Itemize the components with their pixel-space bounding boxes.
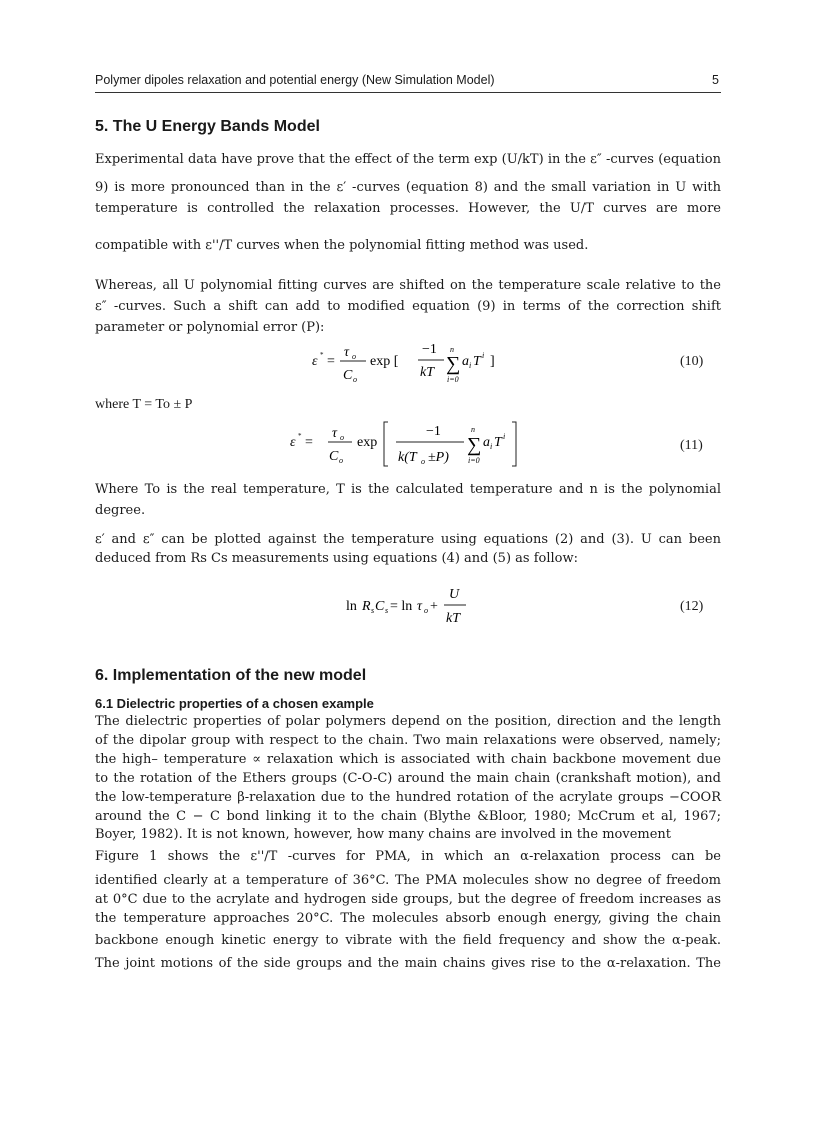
svg-text:C: C [343,368,353,383]
svg-text:ln: ln [346,599,357,614]
svg-text:ε: ε [312,354,318,369]
svg-text:o: o [339,456,343,465]
svg-text:= ln: = ln [390,599,413,614]
svg-text:T: T [494,435,502,450]
svg-text:o: o [424,606,428,615]
paragraph-line: backbone enough kinetic energy to vibrate with the field frequency and show the α-peak. [95,933,721,948]
where-line: where T = To ± P [95,397,193,412]
svg-text:k(T: k(T [398,450,417,465]
paragraph-line: Experimental data have prove that the effect of the term exp (U/kT) in the ε″ -curves (equation [95,152,721,167]
svg-text:s: s [385,606,389,615]
paragraph-line: Figure 1 shows the ε''/T -curves for PMA, in which an α-relaxation process can be [95,849,721,864]
page-number: 5 [712,73,719,87]
svg-text:∑: ∑ [446,353,461,375]
paragraph-line: at 0°C due to the acrylate and hydrogen side groups, but the degree of freedom increases as [95,892,721,907]
svg-text:i: i [482,351,485,360]
paragraph-line: ε″ -curves. Such a shift can add to modified equation (9) in terms of the correction shift [95,299,721,314]
equation-11 [280,416,540,472]
svg-text:*: * [320,351,324,359]
equation-12-number: (12) [680,599,704,614]
svg-text:exp [: exp [ [370,354,399,369]
paragraph-line: deduced from Rs Cs measurements using equations (4) and (5) as follow: [95,551,578,566]
svg-text:o: o [352,352,356,361]
paragraph-line: The dielectric properties of polar polymers depend on the position, direction and the length [95,714,721,729]
paragraph-line: Boyer, 1982). It is not known, however, how many chains are involved in the movement [95,827,672,842]
svg-text:kT: kT [420,365,434,380]
paragraph-line: degree. [95,503,146,518]
svg-text:τ: τ [332,426,338,441]
svg-text:τ: τ [344,345,350,360]
svg-text:s: s [371,606,375,615]
equation-10 [300,338,540,388]
paragraph-line: the high– temperature ∝ relaxation which is associated with chain backbone movement due [95,752,721,767]
paragraph-line: of the dipolar group with respect to the chain. Two main relaxations were observed, namely; [95,733,721,748]
svg-text:]: ] [490,354,495,369]
svg-text:=: = [305,435,313,450]
section-6-title: 6. Implementation of the new model [95,667,367,684]
paragraph-line: around the C − C bond linking it to the chain (Blythe &Bloor, 1980; McCrum et al, 1967; [95,809,721,824]
svg-text:C: C [375,599,385,614]
svg-text:T: T [473,354,481,369]
paragraph-line: The joint motions of the side groups and the main chains gives rise to the α-relaxation. The [95,956,721,971]
paragraph-line: compatible with ε''/T curves when the polynomial fitting method was used. [95,238,589,253]
paragraph-line: Where To is the real temperature, T is the calculated temperature and n is the polynomial [95,482,721,497]
svg-text:R: R [362,599,371,614]
svg-text:o: o [340,433,344,442]
svg-text:*: * [298,432,302,440]
svg-text:τ: τ [417,599,423,614]
svg-text:n: n [450,345,454,354]
paragraph-line: to the rotation of the Ethers groups (C-O-C) around the main chain (crankshaft motion), and [95,771,721,786]
running-header [95,70,721,93]
svg-text:n: n [471,425,475,434]
paragraph-line: parameter or polynomial error (P): [95,320,325,335]
section-5-title: 5. The U Energy Bands Model [95,118,320,135]
paragraph-line: temperature is controlled the relaxation processes. However, the U/T curves are more [95,201,721,216]
svg-text:a: a [462,354,469,369]
svg-text:−1: −1 [426,424,441,439]
svg-text:i: i [490,442,493,451]
svg-text:i=0: i=0 [468,456,480,465]
svg-text:exp: exp [357,435,378,450]
running-title: Polymer dipoles relaxation and potential energy (New Simulation Model) [95,73,495,87]
svg-text:C: C [329,449,339,464]
paragraph-line: the temperature approaches 20°C. The molecules absorb enough energy, giving the chain [95,911,721,926]
equation-12 [340,582,500,632]
svg-text:i: i [469,361,472,370]
paragraph-line: 9) is more pronounced than in the ε′ -curves (equation 8) and the small variation in U with [95,180,721,195]
svg-text:a: a [483,435,490,450]
svg-text:U: U [449,587,460,602]
svg-text:o: o [353,375,357,384]
svg-text:i=0: i=0 [447,375,459,384]
paragraph-line: the low-temperature β-relaxation due to the hundred rotation of the acrylate groups −COOR [95,790,721,805]
svg-text:−1: −1 [422,342,437,357]
paragraph-line: identified clearly at a temperature of 36°C. The PMA molecules show no degree of freedom [95,873,721,888]
equation-11-number: (11) [680,438,703,453]
svg-text:kT: kT [446,611,460,626]
subsection-6-1-title: 6.1 Dielectric properties of a chosen example [95,696,374,711]
svg-text:±P): ±P) [428,450,449,465]
svg-text:=: = [327,354,335,369]
svg-text:o: o [421,457,425,466]
svg-text:∑: ∑ [467,434,482,456]
svg-text:ε: ε [290,435,296,450]
paragraph-line: Whereas, all U polynomial fitting curves are shifted on the temperature scale relative to the [95,278,721,293]
equation-10-number: (10) [680,354,704,369]
svg-text:+: + [430,599,438,614]
paragraph-line: ε′ and ε″ can be plotted against the temperature using equations (2) and (3). U can been [95,532,721,547]
svg-text:i: i [503,432,506,441]
